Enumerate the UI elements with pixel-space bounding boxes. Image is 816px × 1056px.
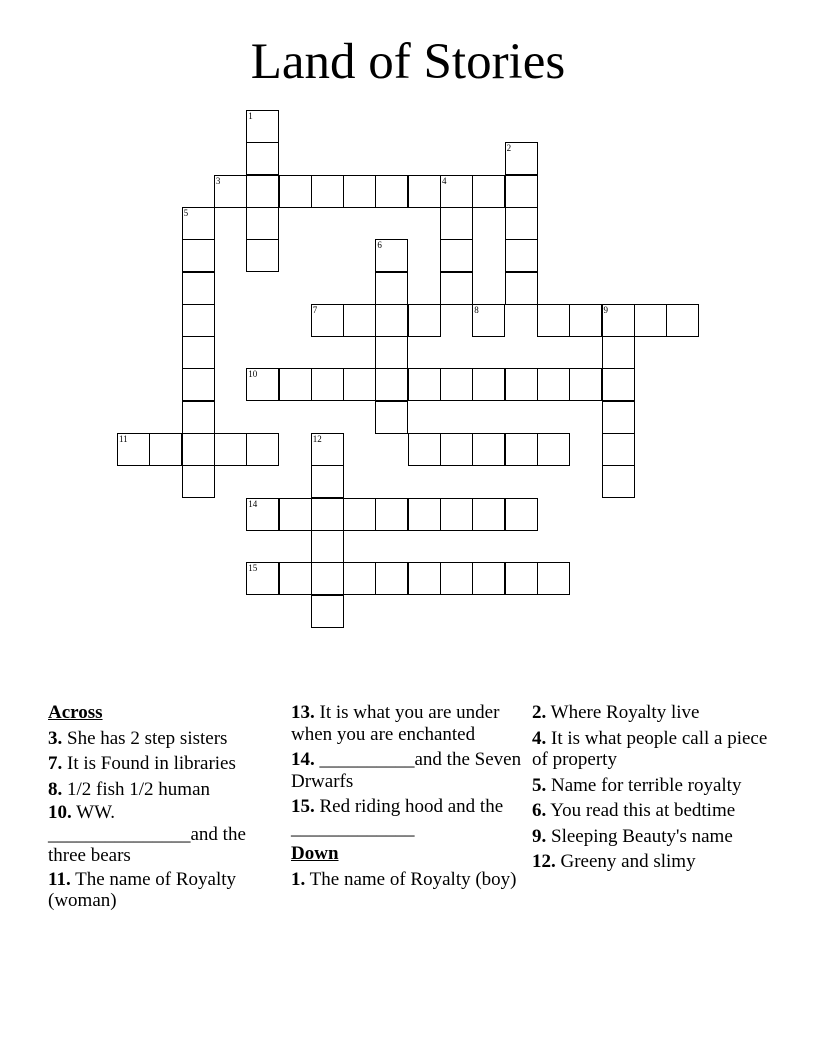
grid-cell[interactable] bbox=[182, 336, 215, 369]
clue-column-1 bbox=[48, 702, 284, 916]
grid-cell[interactable] bbox=[311, 433, 344, 466]
down-clue-5 bbox=[532, 775, 768, 797]
clue-number: 3. bbox=[48, 727, 63, 749]
grid-cell[interactable] bbox=[375, 562, 408, 595]
grid-cell[interactable] bbox=[666, 304, 699, 337]
grid-cell[interactable] bbox=[440, 239, 473, 272]
grid-cell[interactable] bbox=[311, 465, 344, 498]
down-clue-2 bbox=[532, 702, 768, 724]
grid-cell[interactable] bbox=[505, 175, 538, 208]
grid-cell[interactable] bbox=[505, 207, 538, 240]
clue-number: 10. bbox=[48, 802, 72, 823]
clue-column-3 bbox=[532, 702, 768, 877]
grid-cell[interactable] bbox=[214, 175, 247, 208]
down-heading: Down bbox=[291, 843, 339, 864]
cell-number: 4 bbox=[442, 175, 447, 186]
grid-cell[interactable] bbox=[505, 433, 538, 466]
grid-cell[interactable] bbox=[375, 368, 408, 401]
clue-text: Where Royalty live bbox=[550, 702, 700, 723]
cell-number: 12 bbox=[312, 434, 322, 444]
clue-number: 11. bbox=[48, 868, 71, 890]
grid-cell[interactable] bbox=[149, 433, 182, 466]
down-clue-1 bbox=[291, 869, 527, 891]
grid-cell[interactable] bbox=[182, 401, 215, 434]
across-clue-11 bbox=[48, 869, 284, 912]
grid-cell[interactable] bbox=[279, 175, 312, 208]
grid-cell[interactable] bbox=[408, 175, 441, 208]
cell-number: 9 bbox=[603, 304, 608, 315]
cell-number: 8 bbox=[474, 304, 479, 315]
down-clue-9 bbox=[532, 826, 768, 848]
grid-cell[interactable] bbox=[602, 433, 635, 466]
grid-cell[interactable] bbox=[440, 498, 473, 531]
grid-cell[interactable] bbox=[537, 433, 570, 466]
grid-cell[interactable] bbox=[375, 336, 408, 369]
grid-cell[interactable] bbox=[246, 562, 279, 595]
grid-cell[interactable] bbox=[408, 498, 441, 531]
clue-text: It is what you are under when you are enchanted bbox=[291, 702, 500, 745]
clue-number: 14. bbox=[291, 749, 315, 770]
across-clue-13 bbox=[291, 702, 527, 745]
clue-text: Greeny and slimy bbox=[560, 851, 696, 872]
grid-cell[interactable] bbox=[182, 239, 215, 272]
cell-number: 15 bbox=[248, 563, 258, 574]
grid-cell[interactable] bbox=[375, 272, 408, 305]
grid-cell[interactable] bbox=[182, 465, 215, 498]
down-clue-4 bbox=[532, 728, 768, 771]
grid-cell[interactable] bbox=[537, 562, 570, 595]
grid-cell[interactable] bbox=[505, 272, 538, 305]
cell-number: 7 bbox=[312, 304, 318, 315]
clue-text: WW. _______________and the three bears bbox=[48, 802, 246, 866]
cell-number: 11 bbox=[119, 434, 128, 444]
cell-number: 6 bbox=[377, 240, 382, 251]
across-clue-3 bbox=[48, 728, 284, 750]
cell-number: 2 bbox=[506, 143, 512, 154]
clue-text: Name for terrible royalty bbox=[551, 774, 742, 796]
grid-cell[interactable] bbox=[343, 368, 376, 401]
grid-cell[interactable] bbox=[537, 304, 570, 337]
grid-cell[interactable] bbox=[246, 239, 279, 272]
clue-text: Red riding hood and the _____________ bbox=[291, 796, 504, 839]
grid-cell[interactable] bbox=[375, 239, 408, 272]
grid-cell[interactable] bbox=[182, 368, 215, 401]
clue-text: 1/2 fish 1/2 human bbox=[67, 778, 211, 800]
grid-cell[interactable] bbox=[440, 368, 473, 401]
across-clue-7 bbox=[48, 753, 284, 775]
clue-number: 8. bbox=[48, 778, 63, 800]
grid-cell[interactable] bbox=[311, 175, 344, 208]
clue-number: 4. bbox=[532, 727, 547, 749]
across-clue-14 bbox=[291, 749, 527, 792]
grid-cell[interactable] bbox=[279, 562, 312, 595]
grid-cell[interactable] bbox=[505, 239, 538, 272]
grid-cell[interactable] bbox=[602, 401, 635, 434]
grid-cell[interactable] bbox=[182, 207, 215, 240]
grid-cell[interactable] bbox=[634, 304, 667, 337]
clue-number: 9. bbox=[532, 825, 547, 847]
grid-cell[interactable] bbox=[505, 498, 538, 531]
grid-cell[interactable] bbox=[246, 433, 279, 466]
grid-cell[interactable] bbox=[311, 368, 344, 401]
clue-text: __________and the Seven Drwarfs bbox=[291, 749, 522, 792]
grid-cell[interactable] bbox=[472, 498, 505, 531]
grid-cell[interactable] bbox=[472, 562, 505, 595]
clue-text: It is what people call a piece of property bbox=[532, 727, 768, 770]
clue-text: Sleeping Beauty's name bbox=[551, 825, 733, 847]
grid-cell[interactable] bbox=[602, 368, 635, 401]
grid-cell[interactable] bbox=[472, 433, 505, 466]
grid-cell[interactable] bbox=[505, 142, 538, 175]
grid-cell[interactable] bbox=[472, 368, 505, 401]
grid-cell[interactable] bbox=[440, 272, 473, 305]
clue-number: 1. bbox=[291, 868, 306, 890]
grid-cell[interactable] bbox=[117, 433, 150, 466]
grid-cell[interactable] bbox=[311, 530, 344, 563]
clue-number: 15. bbox=[291, 796, 315, 817]
grid-cell[interactable] bbox=[408, 562, 441, 595]
cell-number: 5 bbox=[183, 207, 189, 218]
grid-cell[interactable] bbox=[246, 368, 279, 401]
grid-cell[interactable] bbox=[246, 142, 279, 175]
grid-cell[interactable] bbox=[375, 401, 408, 434]
grid-cell[interactable] bbox=[440, 207, 473, 240]
clue-text: The name of Royalty (woman) bbox=[48, 868, 237, 911]
grid-cell[interactable] bbox=[311, 562, 344, 595]
across-heading: Across bbox=[48, 702, 103, 723]
clue-column-2 bbox=[291, 702, 527, 894]
grid-cell[interactable] bbox=[343, 498, 376, 531]
grid-cell[interactable] bbox=[343, 562, 376, 595]
down-clue-6 bbox=[532, 800, 768, 822]
clue-text: The name of Royalty (boy) bbox=[309, 868, 517, 890]
cell-number: 10 bbox=[248, 369, 258, 380]
grid-cell[interactable] bbox=[375, 175, 408, 208]
grid-cell[interactable] bbox=[311, 498, 344, 531]
clue-text: It is Found in libraries bbox=[67, 753, 236, 774]
grid-cell[interactable] bbox=[602, 465, 635, 498]
across-clue-15 bbox=[291, 796, 527, 839]
grid-cell[interactable] bbox=[602, 336, 635, 369]
clue-number: 5. bbox=[532, 774, 547, 796]
clue-number: 12. bbox=[532, 851, 556, 872]
across-clue-10 bbox=[48, 802, 284, 867]
clue-text: She has 2 step sisters bbox=[67, 727, 228, 749]
grid-cell[interactable] bbox=[182, 304, 215, 337]
grid-cell[interactable] bbox=[182, 272, 215, 305]
cell-number: 3 bbox=[215, 175, 221, 186]
grid-cell[interactable] bbox=[440, 562, 473, 595]
clue-number: 6. bbox=[532, 800, 547, 821]
clue-text: You read this at bedtime bbox=[550, 800, 736, 821]
grid-cell[interactable] bbox=[246, 207, 279, 240]
grid-cell[interactable] bbox=[343, 175, 376, 208]
across-clue-8 bbox=[48, 779, 284, 801]
grid-cell[interactable] bbox=[375, 498, 408, 531]
grid-cell[interactable] bbox=[311, 595, 344, 628]
grid-cell[interactable] bbox=[602, 304, 635, 337]
grid-cell[interactable] bbox=[279, 498, 312, 531]
grid-cell[interactable] bbox=[440, 433, 473, 466]
down-clue-12 bbox=[532, 851, 768, 873]
grid-cell[interactable] bbox=[375, 304, 408, 337]
grid-cell[interactable] bbox=[505, 562, 538, 595]
puzzle-title: Land of Stories bbox=[250, 34, 566, 90]
clue-number: 7. bbox=[48, 753, 63, 774]
grid-cell[interactable] bbox=[182, 433, 215, 466]
grid-cell[interactable] bbox=[408, 368, 441, 401]
grid-cell[interactable] bbox=[246, 110, 279, 143]
cell-number: 14 bbox=[248, 498, 258, 509]
grid-cell[interactable] bbox=[246, 498, 279, 531]
grid-cell[interactable] bbox=[343, 304, 376, 337]
grid-cell[interactable] bbox=[472, 175, 505, 208]
grid-cell[interactable] bbox=[505, 368, 538, 401]
grid-cell[interactable] bbox=[279, 368, 312, 401]
grid-cell[interactable] bbox=[472, 304, 505, 337]
grid-cell[interactable] bbox=[440, 175, 473, 208]
grid-cell[interactable] bbox=[214, 433, 247, 466]
grid-cell[interactable] bbox=[537, 368, 570, 401]
clue-number: 2. bbox=[532, 702, 547, 723]
grid-cell[interactable] bbox=[408, 433, 441, 466]
grid-cell[interactable] bbox=[311, 304, 344, 337]
cell-number: 1 bbox=[248, 111, 253, 121]
grid-cell[interactable] bbox=[246, 175, 279, 208]
clue-number: 13. bbox=[291, 702, 315, 723]
grid-cell[interactable] bbox=[569, 368, 602, 401]
grid-cell[interactable] bbox=[569, 304, 602, 337]
grid-cell[interactable] bbox=[408, 304, 441, 337]
